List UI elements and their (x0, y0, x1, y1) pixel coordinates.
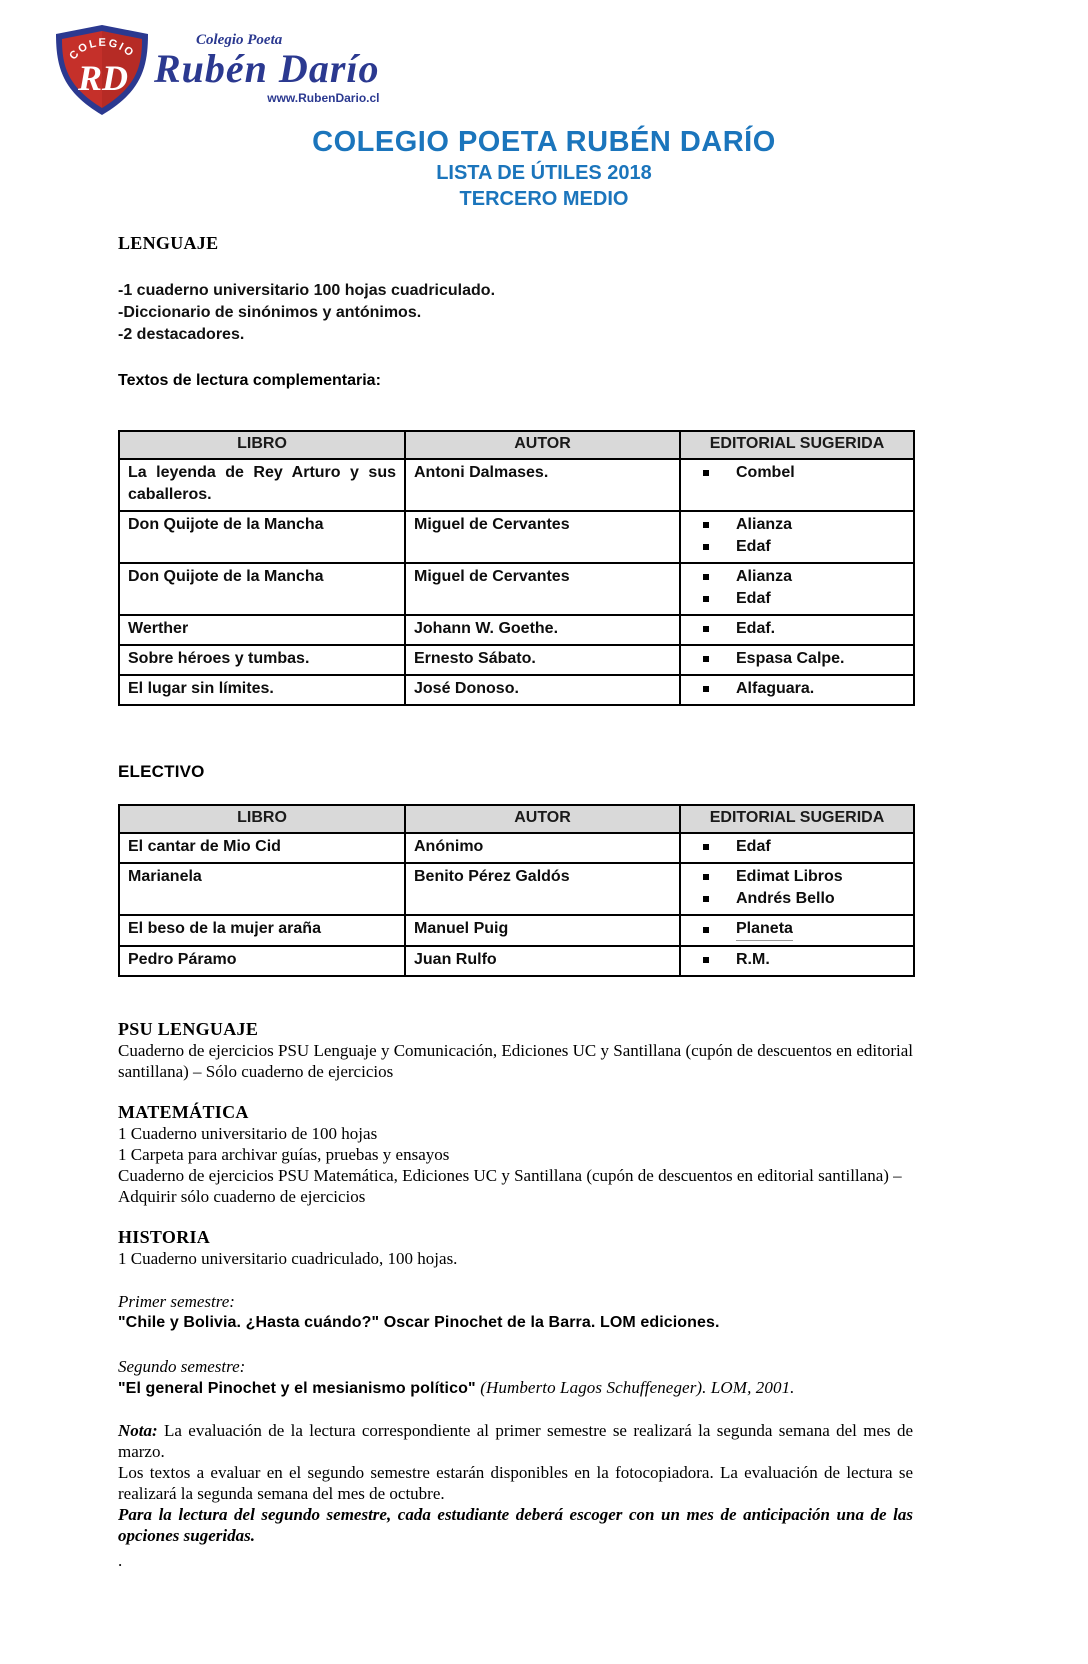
table-row (119, 863, 914, 915)
author-cell: Miguel de Cervantes (405, 563, 680, 615)
publisher-name: Alfaguara. (736, 680, 815, 697)
book-title-cell: El beso de la mujer araña (119, 915, 405, 946)
book-title-cell: Don Quijote de la Mancha (119, 563, 405, 615)
square-bullet-icon (703, 470, 709, 476)
subject-heading: MATEMÁTICA (118, 1102, 249, 1122)
author-cell: Ernesto Sábato. (405, 645, 680, 675)
second-semester-label: Segundo semestre: (118, 1357, 246, 1376)
second-semester-book (118, 1377, 913, 1400)
first-semester-block (118, 1291, 913, 1334)
table-row (119, 459, 914, 511)
complementary-reading-label: Textos de lectura complementaria: (118, 372, 381, 389)
subject-sections (118, 1019, 913, 1269)
school-logo (46, 24, 380, 116)
publisher-cell (680, 459, 914, 511)
publisher-name: Edaf (736, 538, 771, 555)
table-row (119, 946, 914, 976)
book-title-cell: El cantar de Mio Cid (119, 833, 405, 863)
publisher-line (681, 949, 909, 971)
note-block (118, 1420, 913, 1571)
table-row (119, 915, 914, 946)
square-bullet-icon (703, 957, 709, 963)
document-body (118, 233, 913, 1571)
logo-shield-icon (46, 24, 158, 116)
logo-script-large: Rubén Darío (154, 46, 380, 91)
publisher-name: Alianza (736, 568, 793, 585)
square-bullet-icon (703, 626, 709, 632)
publisher-name: Combel (736, 464, 795, 481)
book-title-cell: Sobre héroes y tumbas. (119, 645, 405, 675)
book-title-cell: Marianela (119, 863, 405, 915)
author-cell: Miguel de Cervantes (405, 511, 680, 563)
book-title-cell: Werther (119, 615, 405, 645)
publisher-line (681, 588, 909, 610)
square-bullet-icon (703, 544, 709, 550)
publisher-cell (680, 675, 914, 705)
publisher-line (681, 918, 909, 941)
table-row (119, 675, 914, 705)
logo-script-small: Colegio Poeta (196, 32, 283, 48)
subject-section (118, 1102, 913, 1207)
subject-line: Cuaderno de ejercicios PSU Matemática, Ediciones UC y Santillana (cupón de descuentos en editorial santillana) – Adquirir sólo cuaderno de ejercicios (118, 1166, 902, 1206)
svg-text:COLEGIO: COLEGIO (67, 36, 137, 63)
square-bullet-icon (703, 896, 709, 902)
column-header: LIBRO (119, 431, 405, 459)
document-subtitle-list: LISTA DE ÚTILES 2018 (436, 162, 652, 184)
publisher-name: Espasa Calpe. (736, 650, 845, 667)
square-bullet-icon (703, 686, 709, 692)
subject-section (118, 1019, 913, 1082)
publisher-cell (680, 511, 914, 563)
subject-line: 1 Cuaderno universitario de 100 hojas (118, 1124, 378, 1143)
subject-section (118, 1227, 913, 1269)
publisher-cell (680, 833, 914, 863)
second-semester-book-author: (Humberto Lagos Schuffeneger). LOM, 2001. (480, 1378, 795, 1397)
publisher-name: Andrés Bello (736, 890, 835, 907)
publisher-name: Edimat Libros (736, 868, 843, 885)
publisher-line (681, 462, 909, 484)
second-semester-book-title: "El general Pinochet y el mesianismo político" (118, 1380, 481, 1397)
first-semester-label: Primer semestre: (118, 1292, 235, 1311)
square-bullet-icon (703, 927, 709, 933)
subject-heading: PSU LENGUAJE (118, 1019, 259, 1039)
column-header: AUTOR (405, 431, 680, 459)
square-bullet-icon (703, 574, 709, 580)
publisher-line (681, 836, 909, 858)
note-paragraph-3: Para la lectura del segundo semestre, cada estudiante deberá escoger con un mes de anticipación una de las opciones sugeridas. (118, 1505, 913, 1545)
publisher-line (681, 678, 909, 700)
publisher-name: R.M. (736, 951, 770, 968)
square-bullet-icon (703, 874, 709, 880)
author-cell: José Donoso. (405, 675, 680, 705)
note-label: Nota: (118, 1421, 158, 1440)
table-row (119, 563, 914, 615)
author-cell: Antoni Dalmases. (405, 459, 680, 511)
publisher-line (681, 648, 909, 670)
column-header: EDITORIAL SUGERIDA (680, 805, 914, 833)
publisher-line (681, 888, 909, 910)
first-semester-book: "Chile y Bolivia. ¿Hasta cuándo?" Oscar Pinochet de la Barra. LOM ediciones. (118, 1314, 720, 1331)
supply-item: -Diccionario de sinónimos y antónimos. (118, 304, 422, 321)
column-header: LIBRO (119, 805, 405, 833)
table-row (119, 833, 914, 863)
publisher-cell (680, 563, 914, 615)
table-row (119, 645, 914, 675)
square-bullet-icon (703, 596, 709, 602)
publisher-cell (680, 946, 914, 976)
subject-line: 1 Carpeta para archivar guías, pruebas y ensayos (118, 1145, 450, 1164)
logo-website: www.RubenDario.cl (267, 91, 380, 105)
supply-item: -2 destacadores. (118, 326, 245, 343)
subject-line: 1 Cuaderno universitario cuadriculado, 100 hojas. (118, 1249, 458, 1268)
book-title-cell: Don Quijote de la Mancha (119, 511, 405, 563)
book-title-cell: Pedro Páramo (119, 946, 405, 976)
table-head (119, 431, 914, 459)
author-cell: Manuel Puig (405, 915, 680, 946)
publisher-line (681, 618, 909, 640)
note-paragraph-2: Los textos a evaluar en el segundo semestre estarán disponibles en la fotocopiadora. La evaluación de lectura se realizará la segunda semana del mes de octubre. (118, 1463, 913, 1503)
author-cell: Juan Rulfo (405, 946, 680, 976)
note-text-1: La evaluación de la lectura correspondiente al primer semestre se realizará la segunda semana del mes de marzo. (118, 1421, 914, 1461)
trailing-dot: . (118, 1551, 123, 1570)
publisher-cell (680, 615, 914, 645)
table-head (119, 805, 914, 833)
publisher-line (681, 866, 909, 888)
table-row (119, 615, 914, 645)
publisher-cell (680, 645, 914, 675)
document-subtitle-grade: TERCERO MEDIO (459, 188, 629, 210)
publisher-line (681, 514, 909, 536)
book-title-cell: La leyenda de Rey Arturo y sus caballeros. (119, 459, 405, 511)
lenguaje-heading: LENGUAJE (118, 233, 219, 253)
subject-line: Cuaderno de ejercicios PSU Lenguaje y Comunicación, Ediciones UC y Santillana (cupón de descuentos en editorial santillana) – Sólo cuaderno de ejercicios (118, 1041, 914, 1081)
note-paragraph-1 (118, 1420, 913, 1462)
lenguaje-supply-list (118, 280, 913, 346)
square-bullet-icon (703, 844, 709, 850)
document-title: COLEGIO POETA RUBÉN DARÍO (312, 126, 776, 158)
publisher-name: Edaf (736, 838, 771, 855)
publisher-name: Planeta (736, 918, 793, 941)
second-semester-block (118, 1356, 913, 1400)
table-header-row (119, 431, 914, 459)
author-cell: Anónimo (405, 833, 680, 863)
column-header: AUTOR (405, 805, 680, 833)
table-row (119, 511, 914, 563)
electivo-heading: ELECTIVO (118, 762, 205, 781)
publisher-name: Alianza (736, 516, 793, 533)
publisher-line (681, 566, 909, 588)
square-bullet-icon (703, 656, 709, 662)
publisher-cell (680, 863, 914, 915)
table-header-row (119, 805, 914, 833)
complementary-books-table (118, 430, 915, 706)
subject-heading: HISTORIA (118, 1227, 211, 1247)
publisher-cell (680, 915, 914, 946)
title-block (0, 126, 1088, 211)
author-cell: Johann W. Goethe. (405, 615, 680, 645)
author-cell: Benito Pérez Galdós (405, 863, 680, 915)
table-body (119, 833, 914, 976)
table-body (119, 459, 914, 705)
publisher-name: Edaf (736, 590, 771, 607)
publisher-line (681, 536, 909, 558)
supply-item: -1 cuaderno universitario 100 hojas cuadriculado. (118, 282, 496, 299)
logo-wordmark (154, 32, 380, 105)
electivo-books-table (118, 804, 915, 977)
book-title-cell: El lugar sin límites. (119, 675, 405, 705)
column-header: EDITORIAL SUGERIDA (680, 431, 914, 459)
publisher-name: Edaf. (736, 620, 776, 637)
svg-text:RD: RD (77, 58, 129, 98)
square-bullet-icon (703, 522, 709, 528)
